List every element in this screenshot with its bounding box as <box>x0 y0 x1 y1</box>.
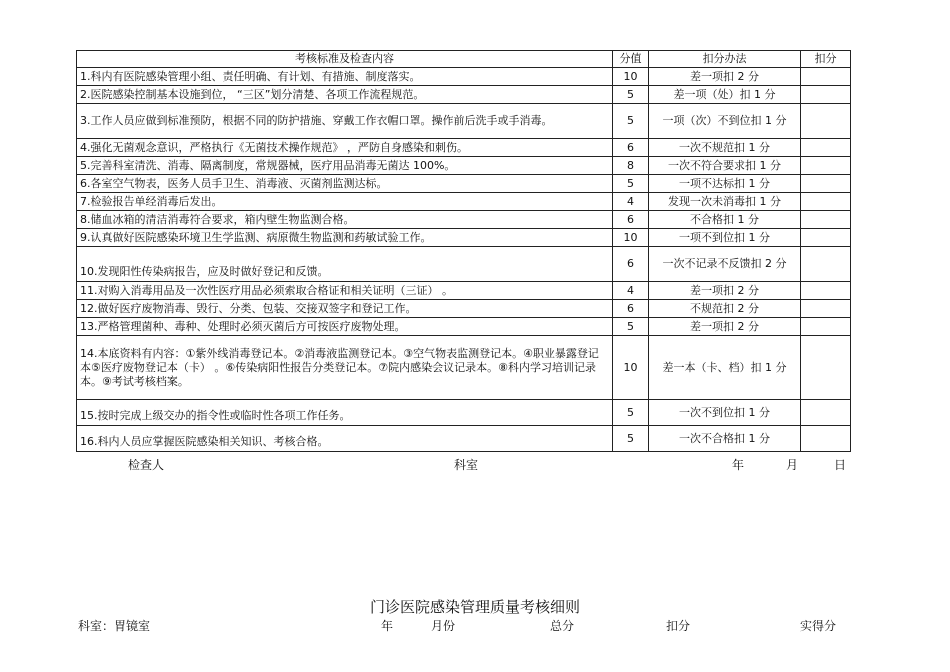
form-year-label: 年 <box>381 619 394 633</box>
row-deduct-cell <box>801 68 851 86</box>
inspector-label: 检查人 <box>128 458 165 472</box>
actual-score-label: 实得分 <box>800 619 837 633</box>
row-content: 16.科内人员应掌握医院感染相关知识、考核合格。 <box>77 426 613 452</box>
row-method: 差一项扣 2 分 <box>649 68 801 86</box>
row-method: 一次不符合要求扣 1 分 <box>649 157 801 175</box>
row-deduct-cell <box>801 193 851 211</box>
row-content: 11.对购入消毒用品及一次性医疗用品必须索取合格证和相关证明（三证） 。 <box>77 282 613 300</box>
year-label: 年 <box>732 458 745 472</box>
table-row <box>77 193 851 211</box>
form-title: 门诊医院感染管理质量考核细则 <box>369 598 580 616</box>
form-month-label: 月份 <box>431 619 456 633</box>
table-row <box>77 400 851 426</box>
table-row <box>77 336 851 400</box>
row-deduct-cell <box>801 282 851 300</box>
table-row <box>77 229 851 247</box>
row-content: 14.本底资料有内容：①紫外线消毒登记本。②消毒液监测登记本。③空气物表监测登记本。④职业暴露登记本⑤医疗废物登记本（卡） 。⑥传染病阳性报告分类登记本。⑦院内感染会议记录本。⑧科内学习培训记录本。⑨考试考核档案。 <box>77 336 613 400</box>
table-row <box>77 300 851 318</box>
row-deduct-cell <box>801 426 851 452</box>
row-method: 一项（次）不到位扣 1 分 <box>649 104 801 139</box>
dept-label: 科室：胃镜室 <box>78 619 151 633</box>
row-score: 4 <box>613 193 649 211</box>
row-score: 4 <box>613 282 649 300</box>
row-content: 7.检验报告单经消毒后发出。 <box>77 193 613 211</box>
row-method: 发现一次未消毒扣 1 分 <box>649 193 801 211</box>
table-row <box>77 157 851 175</box>
table-row <box>77 175 851 193</box>
row-method: 一项不到位扣 1 分 <box>649 229 801 247</box>
department-label: 科室 <box>454 458 479 472</box>
deduct-score-label: 扣分 <box>666 619 691 633</box>
table-row <box>77 86 851 104</box>
month-label: 月 <box>786 458 799 472</box>
row-score: 10 <box>613 229 649 247</box>
row-deduct-cell <box>801 104 851 139</box>
row-method: 差一本（卡、档）扣 1 分 <box>649 336 801 400</box>
row-method: 一次不到位扣 1 分 <box>649 400 801 426</box>
header-score: 分值 <box>613 51 649 68</box>
row-content: 12.做好医疗废物消毒、毁行、分类、包装、交接双签字和登记工作。 <box>77 300 613 318</box>
row-content: 8.储血冰箱的清洁消毒符合要求，箱内壁生物监测合格。 <box>77 211 613 229</box>
header-method: 扣分办法 <box>649 51 801 68</box>
row-score: 6 <box>613 211 649 229</box>
header-deduct: 扣分 <box>801 51 851 68</box>
row-score: 6 <box>613 247 649 282</box>
row-method: 一项不达标扣 1 分 <box>649 175 801 193</box>
row-deduct-cell <box>801 211 851 229</box>
row-score: 5 <box>613 318 649 336</box>
table-row <box>77 104 851 139</box>
table-row <box>77 247 851 282</box>
assessment-table <box>76 50 851 452</box>
row-content: 13.严格管理菌种、毒种、处理时必须灭菌后方可按医疗废物处理。 <box>77 318 613 336</box>
total-score-label: 总分 <box>550 619 575 633</box>
row-content: 4.强化无菌观念意识，严格执行《无菌技术操作规范》 ，严防自身感染和刺伤。 <box>77 139 613 157</box>
form-info-row <box>76 617 850 633</box>
row-deduct-cell <box>801 139 851 157</box>
table-row <box>77 139 851 157</box>
row-score: 6 <box>613 300 649 318</box>
day-label: 日 <box>834 458 847 472</box>
table-row <box>77 318 851 336</box>
table-row <box>77 211 851 229</box>
row-method: 差一项扣 2 分 <box>649 318 801 336</box>
row-method: 不合格扣 1 分 <box>649 211 801 229</box>
row-method: 一次不记录不反馈扣 2 分 <box>649 247 801 282</box>
row-deduct-cell <box>801 318 851 336</box>
row-score: 5 <box>613 426 649 452</box>
row-method: 一次不规范扣 1 分 <box>649 139 801 157</box>
row-deduct-cell <box>801 229 851 247</box>
row-score: 10 <box>613 336 649 400</box>
row-score: 5 <box>613 104 649 139</box>
row-deduct-cell <box>801 86 851 104</box>
row-content: 9.认真做好医院感染环境卫生学监测、病原微生物监测和药敏试验工作。 <box>77 229 613 247</box>
table-header-row <box>77 51 851 68</box>
row-method: 一次不合格扣 1 分 <box>649 426 801 452</box>
row-method: 差一项（处）扣 1 分 <box>649 86 801 104</box>
row-deduct-cell <box>801 400 851 426</box>
header-content: 考核标准及检查内容 <box>77 51 613 68</box>
row-score: 6 <box>613 139 649 157</box>
row-content: 10.发现阳性传染病报告，应及时做好登记和反馈。 <box>77 247 613 282</box>
table-row <box>77 68 851 86</box>
row-content: 6.各室空气物表，医务人员手卫生、消毒液、灭菌剂监测达标。 <box>77 175 613 193</box>
row-method: 差一项扣 2 分 <box>649 282 801 300</box>
row-score: 5 <box>613 400 649 426</box>
row-method: 不规范扣 2 分 <box>649 300 801 318</box>
row-deduct-cell <box>801 247 851 282</box>
row-deduct-cell <box>801 300 851 318</box>
row-content: 2.医院感染控制基本设施到位， “三区”划分清楚、各项工作流程规范。 <box>77 86 613 104</box>
row-deduct-cell <box>801 157 851 175</box>
row-content: 15.按时完成上级交办的指令性或临时性各项工作任务。 <box>77 400 613 426</box>
row-score: 10 <box>613 68 649 86</box>
row-deduct-cell <box>801 175 851 193</box>
row-deduct-cell <box>801 336 851 400</box>
row-content: 5.完善科室清洗、消毒、隔离制度，常规器械，医疗用品消毒无菌达 100%。 <box>77 157 613 175</box>
table-row <box>77 282 851 300</box>
row-score: 8 <box>613 157 649 175</box>
row-score: 5 <box>613 86 649 104</box>
table-row <box>77 426 851 452</box>
signature-footer <box>76 456 850 472</box>
row-score: 5 <box>613 175 649 193</box>
row-content: 3.工作人员应做到标准预防，根据不同的防护措施、穿戴工作衣帽口罩。操作前后洗手或手消毒。 <box>77 104 613 139</box>
row-content: 1.科内有医院感染管理小组、责任明确、有计划、有措施、制度落实。 <box>77 68 613 86</box>
